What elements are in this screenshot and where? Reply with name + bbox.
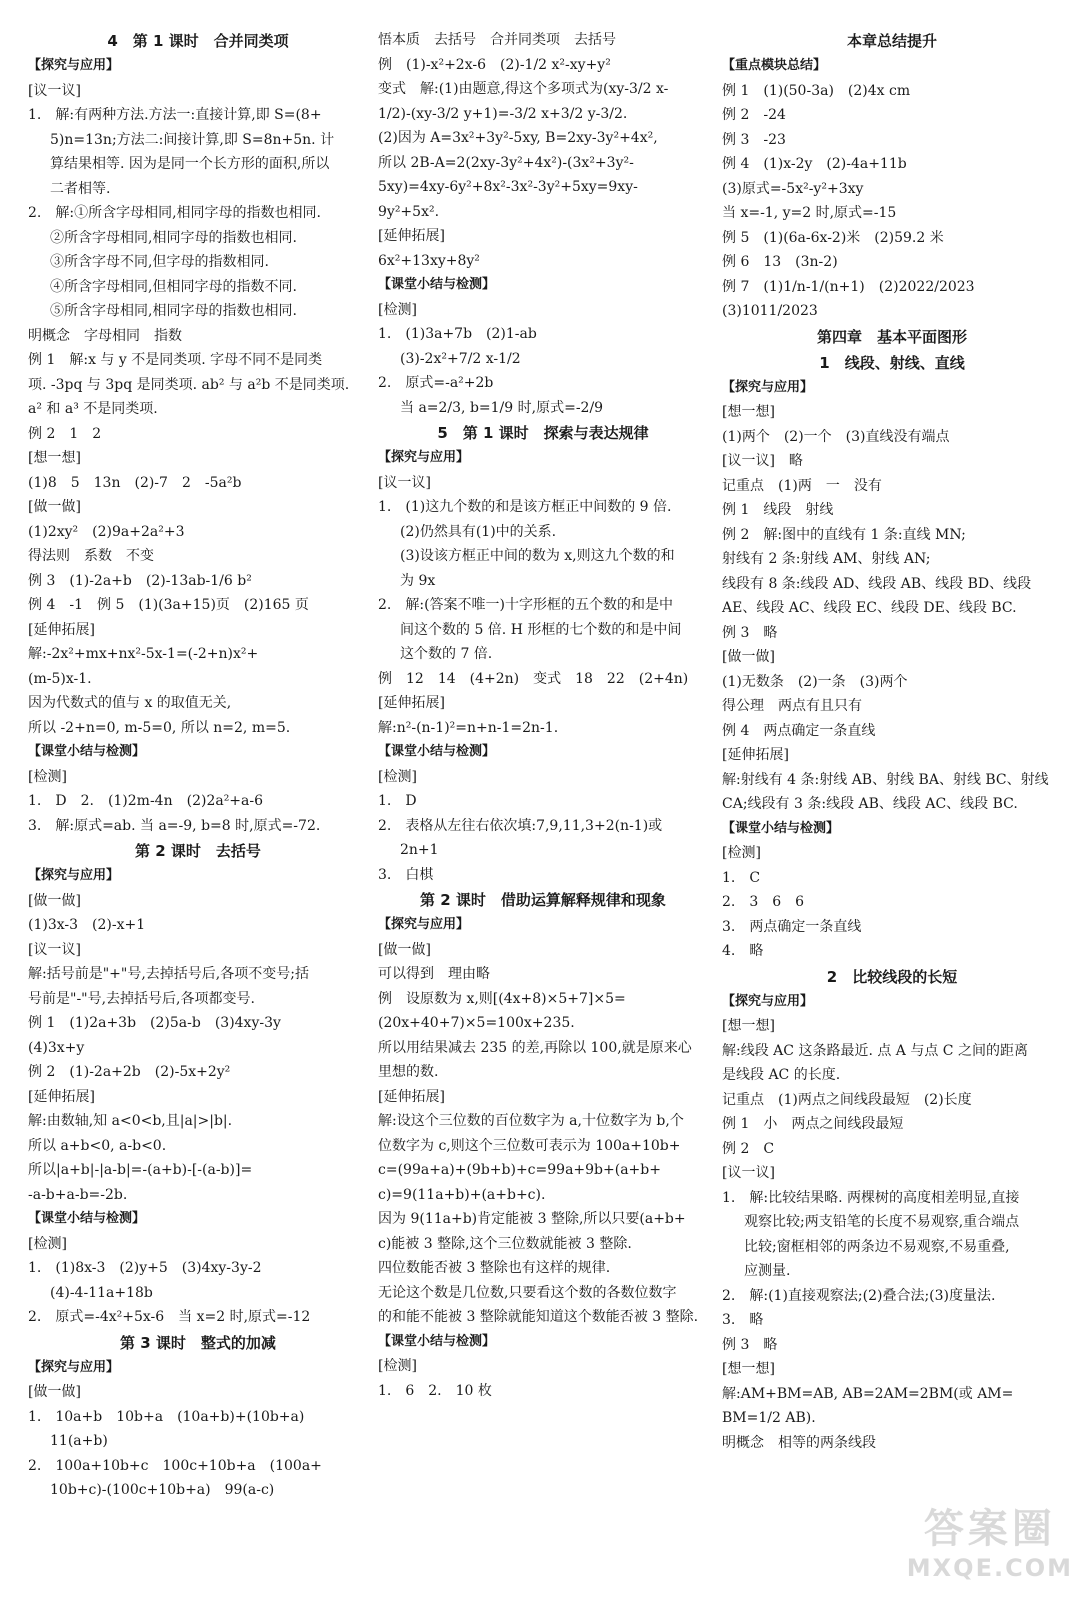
answer-line: 例 3 略: [722, 1336, 778, 1353]
answer-line: 解:n²-(n-1)²=n+n-1=2n-1.: [378, 719, 559, 736]
answer-line: 解:线段 AC 这条路最近. 点 A 与点 C 之间的距离: [722, 1042, 1028, 1059]
answer-line: [检测]: [722, 845, 761, 861]
section-label: 【课堂小结与检测】: [28, 744, 146, 759]
section-label: 【重点模块总结】: [722, 58, 827, 73]
answer-line: 2. 3 6 6: [722, 894, 805, 910]
answer-line: 1/2)-(xy-3/2 y+1)=-3/2 x+3/2 y-3/2.: [378, 105, 628, 122]
answer-line: 例 12 14 (4+2n) 变式 18 22 (2+4n): [378, 670, 689, 687]
answer-line: 解:射线有 4 条:射线 AB、射线 BA、射线 BC、射线: [722, 771, 1049, 788]
answer-line: 11(a+b): [50, 1433, 108, 1449]
answer-line: 明概念 字母相同 指数: [28, 327, 182, 344]
answer-line: 的和能不能被 3 整除就能知道这个数能否被 3 整除.: [378, 1309, 699, 1325]
answer-line: [议一议]: [378, 474, 431, 491]
answer-line: 2. 100a+10b+c 100c+10b+a (100a+: [28, 1457, 322, 1474]
answer-line: [检测]: [378, 768, 417, 785]
answer-line: 例 6 13 (3n-2): [722, 254, 838, 270]
answer-line: (4)-4-11a+18b: [50, 1284, 153, 1301]
answer-line: -a-b+a-b=-2b.: [28, 1186, 128, 1203]
answer-line: [做一做]: [722, 649, 775, 665]
answer-line: 例 2 -24: [722, 107, 786, 123]
answer-line: [延伸拓展]: [378, 1088, 445, 1105]
answer-line: 3. 略: [722, 1312, 764, 1328]
answer-line: 5xy)=4xy-6y²+8x²-3x²-3y²+5xy=9xy-: [378, 179, 638, 195]
answer-line: 1. (1)8x-3 (2)y+5 (3)4xy-3y-2: [28, 1260, 262, 1276]
answer-line: [延伸拓展]: [378, 695, 445, 711]
answer-line: 1. 6 2. 10 枚: [378, 1382, 492, 1399]
answer-line: 1. 10a+b 10b+a (10a+b)+(10b+a): [28, 1408, 305, 1425]
answer-line: [做一做]: [28, 892, 81, 909]
answer-line: 项. -3pq 与 3pq 是同类项. ab² 与 a²b 不是同类项.: [28, 376, 350, 393]
answer-line: [延伸拓展]: [378, 228, 445, 244]
answer-line: 悟本质 去括号 合并同类项 去括号: [378, 32, 616, 48]
answer-line: 例 2 (1)-2a+2b (2)-5x+2y²: [28, 1064, 231, 1080]
answer-line: 观察比较;两支铅笔的长度不易观察,重合端点: [744, 1214, 1020, 1230]
answer-line: AE、线段 AC、线段 EC、线段 DE、线段 BC.: [722, 600, 1017, 616]
answer-line: 2. 解:(1)直接观察法;(2)叠合法;(3)度量法.: [722, 1287, 996, 1304]
answer-line: 2. 原式=-4x²+5x-6 当 x=2 时,原式=-12: [28, 1309, 311, 1325]
answer-line: 记重点 (1)两点之间线段最短 (2)长度: [722, 1091, 972, 1108]
answer-line: (3)原式=-5x²-y²+3xy: [722, 180, 864, 197]
answer-line: 得公理 两点有且只有: [722, 698, 862, 714]
answer-line: 号前是"-"号,去掉括号后,各项都变号.: [28, 990, 255, 1007]
answer-line: 1. (1)这九个数的和是该方框正中间数的 9 倍.: [378, 499, 672, 515]
section-label: 【探究与应用】: [378, 450, 470, 465]
answer-line: 得法则 系数 不变: [28, 548, 154, 564]
answer-line: ⑤所含字母相同,相同字母的指数也相同.: [50, 303, 297, 319]
answer-line: 例 1 (1)(50-3a) (2)4x cm: [722, 82, 911, 99]
answer-line: 例 3 (1)-2a+b (2)-13ab-1/6 b²: [28, 572, 252, 589]
answer-line: 例 2 C: [722, 1140, 775, 1157]
section-heading: 本章总结提升: [846, 32, 937, 50]
section-heading: 1 线段、射线、直线: [819, 353, 965, 372]
section-label: 【探究与应用】: [722, 993, 814, 1009]
answer-line: 6x²+13xy+8y²: [378, 252, 480, 269]
section-label: 【课堂小结与检测】: [378, 1333, 496, 1349]
answer-line: 所以 2B-A=2(2xy-3y²+4x²)-(3x²+3y²-: [378, 154, 634, 171]
section-label: 【探究与应用】: [28, 58, 120, 73]
answer-line: 算结果相等. 因为是同一个长方形的面积,所以: [50, 156, 330, 172]
answer-line: [想一想]: [722, 1018, 775, 1034]
answer-column-1: [28, 28, 368, 1503]
answer-line: 二者相等.: [50, 180, 111, 197]
answer-line: [检测]: [378, 1358, 417, 1374]
section-label: 【探究与应用】: [28, 1359, 120, 1375]
answer-line: c)=9(11a+b)+(a+b+c).: [378, 1186, 546, 1203]
answer-line: (3)设该方框正中间的数为 x,则这九个数的和: [400, 548, 675, 564]
answer-line: 2. 解:①所含字母相同,相同字母的指数也相同.: [28, 205, 321, 221]
answer-line: 例 5 (1)(6a-6x-2)米 (2)59.2 米: [722, 229, 944, 246]
answer-line: BM=1/2 AB).: [722, 1410, 816, 1426]
section-heading: 4 第 1 课时 合并同类项: [107, 32, 289, 50]
answer-line: 例 3 -23: [722, 131, 786, 148]
answer-line: 明概念 相等的两条线段: [722, 1434, 876, 1451]
answer-line: 2n+1: [400, 842, 439, 858]
answer-line: 里想的数.: [378, 1064, 439, 1080]
answer-line: 例 设原数为 x,则[(4x+8)×5+7]×5=: [378, 990, 626, 1007]
answer-line: ③所含字母不同,但字母的指数相同.: [50, 254, 269, 270]
answer-line: [检测]: [378, 301, 417, 318]
answer-line: [议一议]: [28, 82, 81, 99]
answer-line: 1. (1)3a+7b (2)1-ab: [378, 326, 537, 342]
answer-line: (2)仍然具有(1)中的关系.: [400, 523, 557, 540]
answer-line: (m-5)x-1.: [28, 670, 92, 687]
answer-line: 变式 解:(1)由题意,得这个多项式为(xy-3/2 x-: [378, 81, 669, 97]
section-label: 【探究与应用】: [378, 917, 470, 932]
answer-line: 为 9x: [400, 572, 436, 589]
answer-line: [议一议] 略: [722, 453, 803, 469]
answer-line: [想一想]: [722, 1361, 775, 1377]
answer-line: 是线段 AC 的长度.: [722, 1067, 841, 1083]
section-heading: 5 第 1 课时 探索与表达规律: [437, 424, 649, 442]
answer-line: 1. 解:比较结果略. 两棵树的高度相差明显,直接: [722, 1189, 1020, 1206]
answer-line: 1. D 2. (1)2m-4n (2)2a²+a-6: [28, 793, 264, 809]
answer-line: [检测]: [28, 1235, 67, 1252]
answer-line: a² 和 a³ 不是同类项.: [28, 401, 158, 417]
answer-line: (1)3x-3 (2)-x+1: [28, 917, 146, 933]
section-label: 【课堂小结与检测】: [722, 820, 840, 836]
answer-line: 例 4 (1)x-2y (2)-4a+11b: [722, 156, 907, 172]
answer-line: (4)3x+y: [28, 1039, 85, 1056]
answer-line: 5)n=13n;方法二:间接计算,即 S=8n+5n. 计: [50, 131, 335, 148]
answer-line: c=(99a+a)+(9b+b)+c=99a+9b+(a+b+: [378, 1162, 661, 1178]
answer-line: 3. 解:原式=ab. 当 a=-9, b=8 时,原式=-72.: [28, 817, 321, 834]
answer-line: 射线有 2 条:射线 AM、射线 AN;: [722, 551, 931, 567]
answer-line: [延伸拓展]: [28, 621, 95, 638]
answer-line: 记重点 (1)两 一 没有: [722, 477, 882, 494]
answer-line: 当 x=-1, y=2 时,原式=-15: [722, 205, 897, 221]
answer-line: 比较;窗框相邻的两条边不易观察,不易重叠,: [744, 1238, 1010, 1255]
answer-line: 3. 两点确定一条直线: [722, 918, 862, 935]
answer-line: 2. 解:(答案不唯一)十字形框的五个数的和是中: [378, 597, 673, 613]
section-label: 【课堂小结与检测】: [378, 277, 496, 292]
section-heading: 第 2 课时 去括号: [135, 842, 261, 860]
section-label: 【课堂小结与检测】: [378, 744, 496, 759]
answer-line: [延伸拓展]: [722, 747, 789, 763]
answer-line: 例 1 (1)2a+3b (2)5a-b (3)4xy-3y: [28, 1015, 281, 1031]
answer-line: 所以 -2+n=0, m-5=0, 所以 n=2, m=5.: [28, 719, 291, 736]
answer-line: 1. D: [378, 793, 417, 809]
answer-line: 例 2 1 2: [28, 425, 102, 442]
answer-line: 应测量.: [744, 1263, 791, 1279]
section-heading: 第四章 基本平面图形: [816, 327, 967, 346]
answer-column-2: [378, 28, 708, 1403]
answer-line: 间这个数的 5 倍. H 形框的七个数的和是中间: [400, 621, 682, 638]
answer-line: ②所含字母相同,相同字母的指数也相同.: [50, 229, 297, 246]
answer-line: (1)无数条 (2)一条 (3)两个: [722, 673, 908, 690]
section-label: 【探究与应用】: [722, 379, 814, 395]
answer-line: (1)两个 (2)一个 (3)直线没有端点: [722, 428, 950, 445]
answer-line: (3)-2x²+7/2 x-1/2: [400, 350, 521, 367]
answer-line: 例 7 (1)1/n-1/(n+1) (2)2022/2023 (3)1011/2023: [722, 278, 989, 319]
watermark-domain: MXQE.COM: [906, 1554, 1073, 1582]
answer-line: [做一做]: [378, 941, 431, 958]
answer-line: c)能被 3 整除,这个三位数就能被 3 整除.: [378, 1235, 632, 1252]
answer-line: 10b+c)-(100c+10b+a) 99(a-c): [50, 1482, 275, 1498]
answer-line: 9y²+5x².: [378, 203, 440, 220]
section-heading: 2 比较线段的长短: [826, 967, 958, 986]
answer-line: 无论这个数是几位数,只要看这个数的各数位数字: [378, 1284, 677, 1301]
answer-line: (20x+40+7)×5=100x+235.: [378, 1015, 575, 1031]
answer-line: (2)因为 A=3x²+3y²-5xy, B=2xy-3y²+4x²,: [378, 130, 658, 146]
section-label: 【探究与应用】: [28, 868, 120, 883]
answer-line: 2. 原式=-a²+2b: [378, 375, 494, 391]
answer-line: 位数字为 c,则这个三位数可表示为 100a+10b+: [378, 1137, 681, 1154]
answer-line: 例 1 解:x 与 y 不是同类项. 字母不同不是同类: [28, 352, 323, 368]
section-heading: 第 3 课时 整式的加减: [120, 1333, 276, 1352]
answer-line: 解:设这个三位数的百位数字为 a,十位数字为 b,个: [378, 1113, 684, 1129]
answer-line: [议一议]: [28, 941, 81, 958]
answer-line: 解:括号前是"+"号,去掉括号后,各项不变号;括: [28, 966, 309, 982]
answer-line: CA;线段有 3 条:线段 AB、线段 AC、线段 BC.: [722, 796, 1018, 812]
answer-line: 解:AM+BM=AB, AB=2AM=2BM(或 AM=: [722, 1385, 1014, 1402]
answer-line: 四位数能否被 3 整除也有这样的规律.: [378, 1260, 611, 1276]
answer-line: 解:-2x²+mx+nx²-5x-1=(-2+n)x²+: [28, 646, 259, 662]
answer-line: 例 4 -1 例 5 (1)(3a+15)页 (2)165 页: [28, 597, 309, 613]
answer-line: 所以|a+b|-|a-b|=-(a+b)-[-(a-b)]=: [28, 1162, 253, 1178]
answer-line: [延伸拓展]: [28, 1088, 95, 1105]
answer-line: 解:由数轴,知 a<0<b,且|a|>|b|.: [28, 1113, 233, 1129]
answer-line: ④所含字母相同,但相同字母的指数不同.: [50, 278, 297, 295]
answer-line: (1)2xy² (2)9a+2a²+3: [28, 523, 185, 540]
answer-line: 1. 解:有两种方法.方法一:直接计算,即 S=(8+: [28, 107, 322, 123]
answer-line: 2. 表格从左往右依次填:7,9,11,3+2(n-1)或: [378, 817, 663, 834]
answer-line: [做一做]: [28, 1384, 81, 1400]
answer-line: (1)8 5 13n (2)-7 2 -5a²b: [28, 474, 242, 491]
section-heading: 第 2 课时 借助运算解释规律和现象: [420, 891, 666, 909]
answer-line: 例 (1)-x²+2x-6 (2)-1/2 x²-xy+y²: [378, 56, 611, 73]
answer-line: 例 1 小 两点之间线段最短: [722, 1116, 904, 1132]
answer-line: 因为代数式的值与 x 的取值无关,: [28, 695, 232, 711]
answer-line: 例 3 略: [722, 624, 778, 641]
answer-line: 这个数的 7 倍.: [400, 646, 493, 662]
answer-line: 1. C: [722, 869, 761, 886]
answer-line: 3. 白棋: [378, 866, 434, 883]
watermark-text: 答案圈: [923, 1506, 1056, 1552]
answer-line: 当 a=2/3, b=1/9 时,原式=-2/9: [400, 399, 604, 416]
answer-line: 例 2 解:图中的直线有 1 条:直线 MN;: [722, 526, 966, 543]
answer-line: 所以 a+b<0, a-b<0.: [28, 1137, 167, 1154]
answer-column-3: [722, 28, 1062, 1455]
answer-line: 4. 略: [722, 943, 764, 959]
answer-line: 所以用结果减去 235 的差,再除以 100,就是原来心: [378, 1039, 692, 1056]
watermark-logo: [907, 1497, 1073, 1582]
answer-line: 因为 9(11a+b)肯定能被 3 整除,所以只要(a+b+: [378, 1211, 686, 1227]
answer-line: [检测]: [28, 768, 67, 785]
answer-line: [做一做]: [28, 499, 81, 515]
section-label: 【课堂小结与检测】: [28, 1211, 146, 1226]
answer-line: 可以得到 理由略: [378, 966, 490, 982]
answer-line: 例 4 两点确定一条直线: [722, 722, 876, 739]
answer-line: [想一想]: [722, 404, 775, 420]
answer-line: 例 1 线段 射线: [722, 502, 834, 518]
answer-line: [想一想]: [28, 450, 81, 466]
answer-line: [议一议]: [722, 1165, 775, 1181]
answer-line: 线段有 8 条:线段 AD、线段 AB、线段 BD、线段: [722, 575, 1032, 592]
